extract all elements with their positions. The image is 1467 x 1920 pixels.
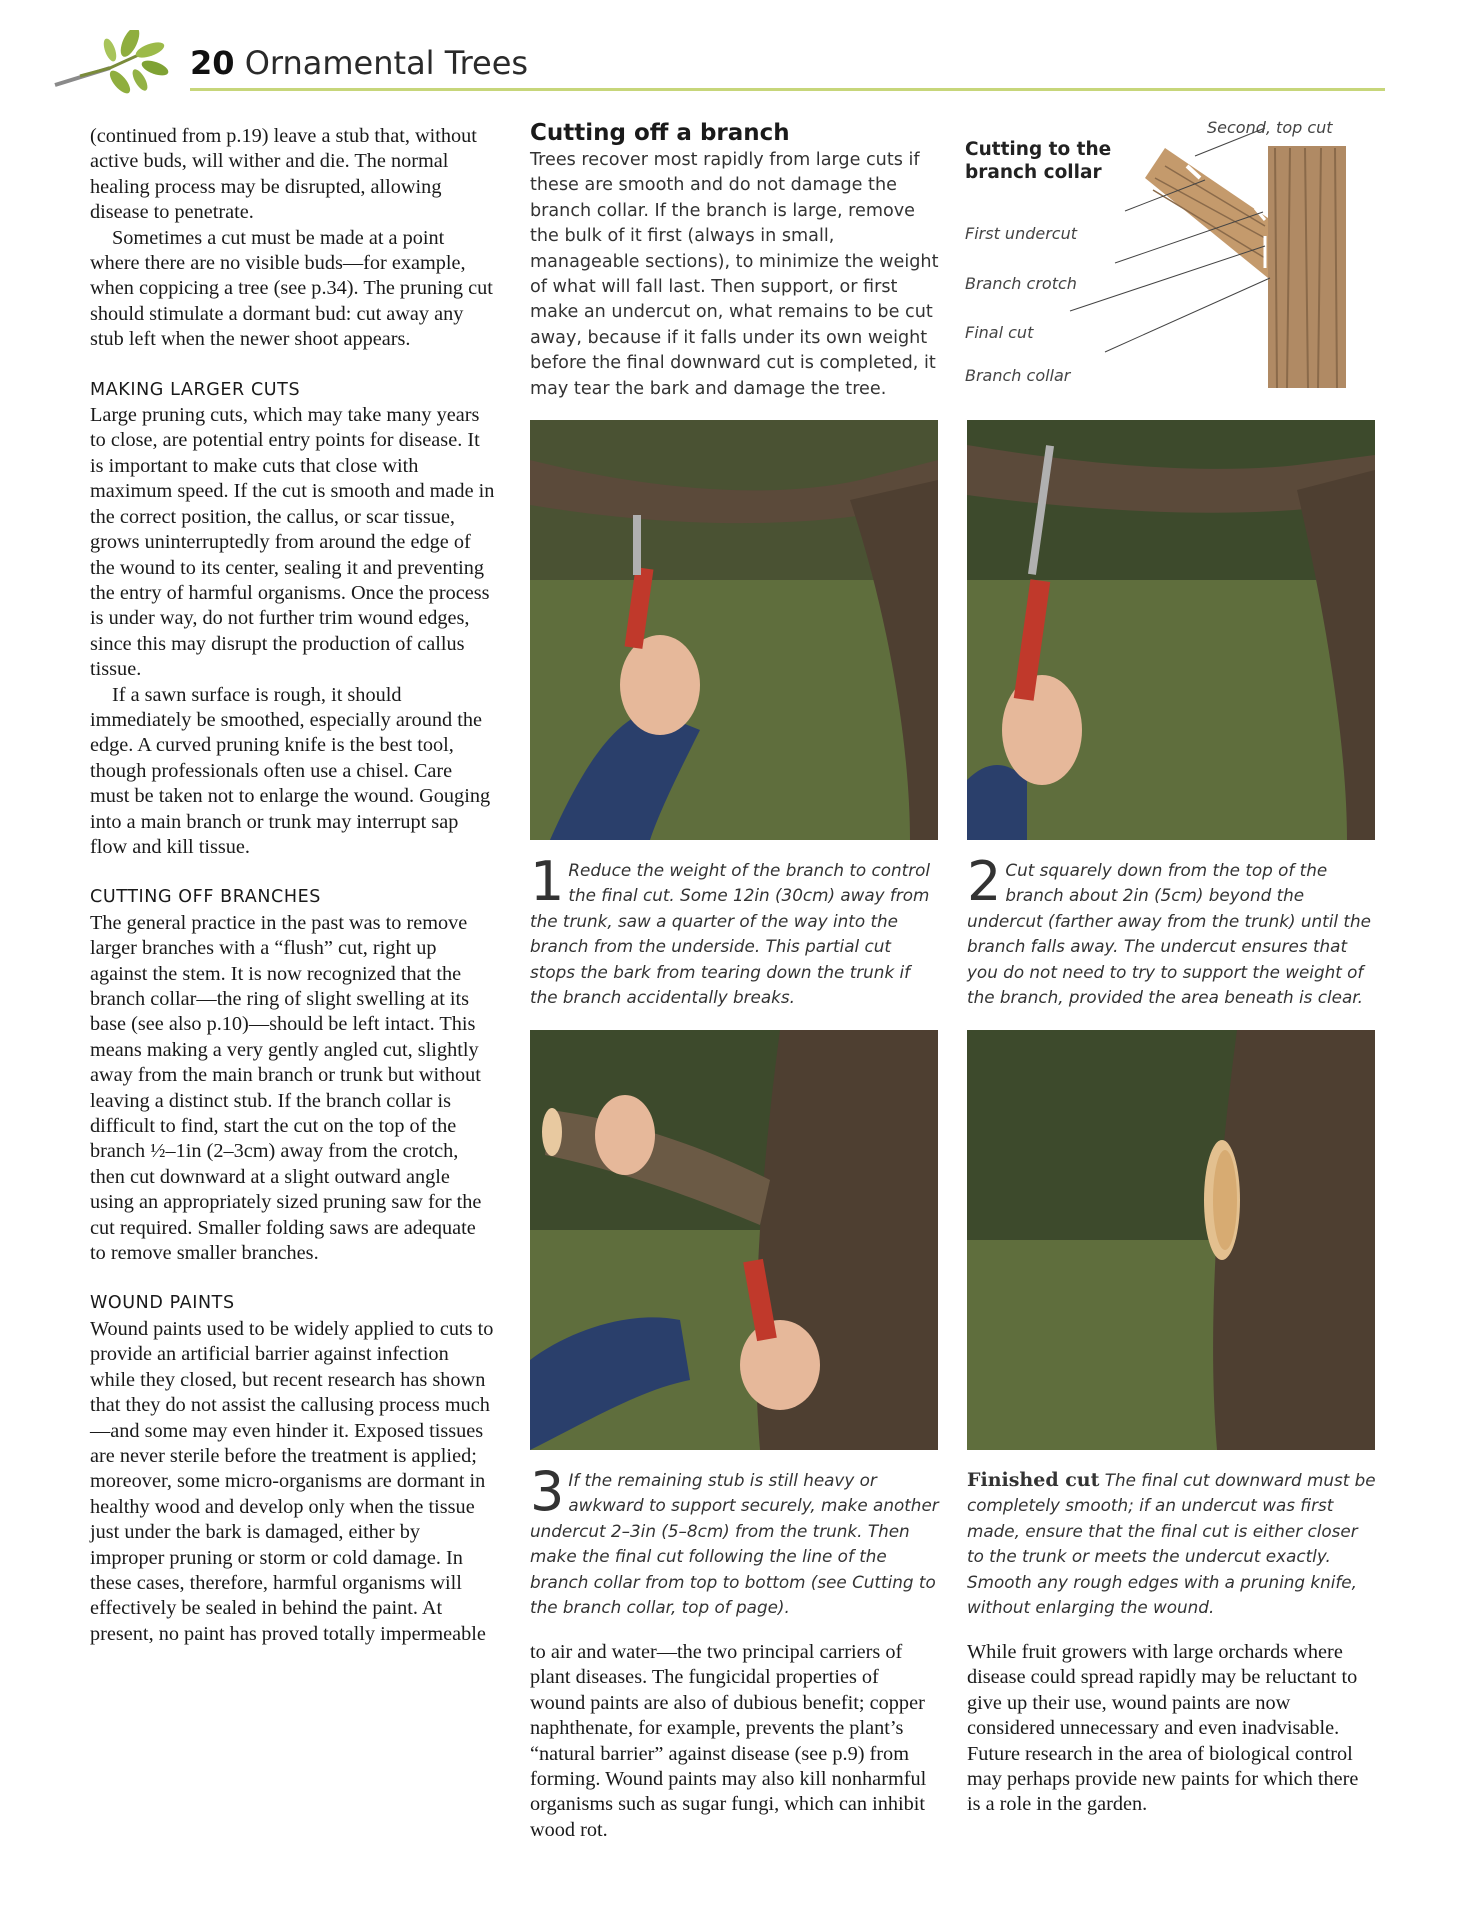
branch-collar-diagram (965, 118, 1385, 393)
paragraph: Large pruning cuts, which may take many years to close, are potential entry points for disease. It is important to make cuts that close with maximum speed. If the cut is smooth and made in the correct position, the callus, or scar tissue, grows uninterruptedly from around the edge of the wound to its center, sealing it and preventing the entry of harmful organisms. Once the process is under way, do not further trim wound edges, since this may disrupt the production of callus tissue. (90, 404, 495, 681)
section-intro: Trees recover most rapidly from large cuts if these are smooth and do not damage the branch collar. If the branch is large, remove the bulk of it first (always in small, manageable sections), to minimize the weight of what will fall last. Then support, or first make an undercut on, what remains to be cut away, because if it falls under its own weight before the final downward cut is completed, it may tear the bark and damage the tree. (530, 150, 939, 399)
step-number-2: 2 (967, 850, 1002, 913)
bottom-text-middle: to air and water—the two principal carriers of plant diseases. The fungicidal properties of wound paints are also of dubious benefit; copper naphthenate, for example, prevents the plant’s “natural barrier” against disease (see p.9) from forming. Wound paints may also kill nonharmful organisms such as sugar fungi, which can inhibit wood rot. (530, 1641, 927, 1841)
photo-step-2 (967, 420, 1375, 840)
caption-finished-cut (967, 1468, 1377, 1620)
page-number: 20 (190, 44, 235, 82)
paragraph: The general practice in the past was to remove larger branches with a “flush” cut, right up against the stem. It is now recognized that the branch collar—the ring of slight swelling at its base (see also p.10)—should be left intact. This means making a very gently angled cut, slightly away from the main branch or trunk but without leaving a distinct stub. If the branch collar is difficult to find, start the cut on the top of the branch ½–1in (2–3cm) away from the crotch, then cut downward at a slight outward angle using an appropriately sized pruning saw for the cut required. Smaller folding saws are adequate to remove smaller branches. (90, 911, 482, 1265)
label-branch-crotch: Branch crotch (965, 274, 1077, 293)
section-title: Cutting off a branch (530, 120, 790, 146)
branch-illustration (965, 118, 1385, 393)
label-second-top-cut: Second, top cut (1207, 118, 1333, 137)
caption-step-2 (967, 850, 1377, 1010)
label-final-cut: Final cut (965, 323, 1034, 342)
photo-step-3 (530, 1030, 938, 1450)
caption-text: If the remaining stub is still heavy or awkward to support securely, make another undercut 2–3in (5–8cm) from the trunk. Then make the final cut following the line of the branch collar from top to bottom (see Cutting to the branch collar, top of page). (530, 1470, 939, 1618)
page-header (50, 30, 1385, 100)
paragraph: (continued from p.19) leave a stub that, without active buds, will wither and die. The normal healing process may be disrupted, allowing disease to penetrate. (90, 125, 477, 224)
caption-text: Cut squarely down from the top of the branch about 2in (5cm) beyond the undercut (farther away from the trunk) until the branch falls away. The undercut ensures that you do not need to try to support the weight of the branch, provided the area beneath is clear. (967, 860, 1371, 1008)
label-first-undercut: First undercut (965, 224, 1077, 243)
chapter-title: Ornamental Trees (244, 44, 529, 82)
caption-step-3 (530, 1460, 940, 1620)
paragraph: If a sawn surface is rough, it should immediately be smoothed, especially around the edge. A curved pruning knife is the best tool, though professionals often use a chisel. Care must be taken not to enlarge the wound. Gouging into a main branch or trunk may interrupt sap flow and kill tissue. (90, 683, 491, 858)
diagram-title: Cutting to the branch collar (965, 139, 1112, 183)
step-number-3: 3 (530, 1460, 565, 1523)
section-intro-block (530, 118, 940, 402)
bottom-text-right: While fruit growers with large orchards where disease could spread rapidly may be reluctant to give up their use, wound paints are now considered unnecessary and even inadvisable. Future research in the area of biological control may perhaps provide new paints for which there is a role in the garden. (967, 1641, 1359, 1816)
leaf-sprig-icon (50, 30, 180, 100)
photo-finished-cut (967, 1030, 1375, 1450)
subheading-making-larger-cuts: MAKING LARGER CUTS (90, 379, 301, 400)
finished-cut-label: Finished cut (967, 1469, 1100, 1491)
caption-step-1 (530, 850, 940, 1010)
step-number-1: 1 (530, 850, 565, 913)
page-title (190, 44, 528, 82)
caption-text: Reduce the weight of the branch to control the final cut. Some 12in (30cm) away from the trunk, saw a quarter of the way into the branch from the underside. This partial cut stops the bark from tearing down the trunk if the branch accidentally breaks. (530, 860, 931, 1008)
paragraph: Sometimes a cut must be made at a point where there are no visible buds—for example, when coppicing a tree (see p.34). The pruning cut should stimulate a dormant bud: cut away any stub left when the newer shoot appears. (90, 226, 493, 351)
subheading-cutting-off-branches: CUTTING OFF BRANCHES (90, 887, 322, 908)
left-column (90, 124, 495, 1647)
header-rule (190, 88, 1385, 91)
subheading-wound-paints: WOUND PAINTS (90, 1293, 235, 1314)
photo-step-1 (530, 420, 938, 840)
paragraph: Wound paints used to be widely applied to cuts to provide an artificial barrier against infection while they closed, but recent research has shown that they do not assist the callusing process much—and some may even hinder it. Exposed tissues are never sterile before the treatment is applied; moreover, some micro-organisms are dormant in healthy wood and develop only when the tissue just under the bark is damaged, either by improper pruning or storm or cold damage. In these cases, therefore, harmful organisms will effectively be sealed in behind the paint. At present, no paint has proved totally impermeable (90, 1317, 494, 1645)
label-branch-collar: Branch collar (965, 366, 1071, 385)
caption-text: The final cut downward must be completely smooth; if an undercut was first made, ensure that the final cut is either closer to the trunk or meets the undercut exactly. Smooth any rough edges with a pruning knife, without enlarging the wound. (967, 1470, 1376, 1618)
